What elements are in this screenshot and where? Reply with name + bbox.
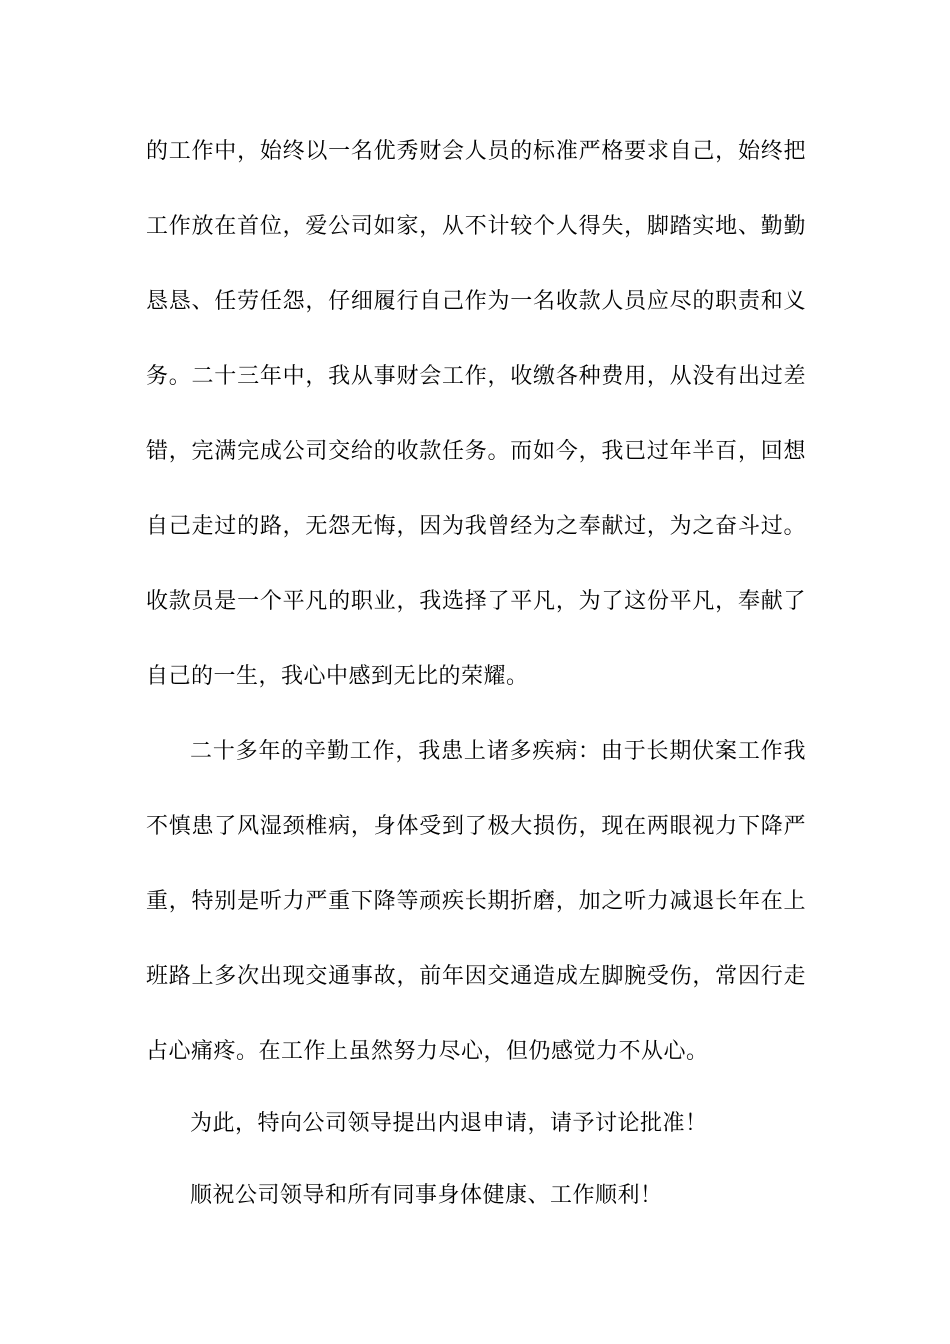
text-line: 班路上多次出现交通事故，前年因交通造成左脚腕受伤，常因行走 [146,964,806,989]
text-line: 务。二十三年中，我从事财会工作，收缴各种费用，从没有出过差 [146,364,806,389]
text-line: 自己的一生，我心中感到无比的荣耀。 [146,664,529,689]
paragraph-first-line: 二十多年的辛勤工作，我患上诸多疾病：由于长期伏案工作我 [190,739,806,764]
text-line: 不慎患了风湿颈椎病，身体受到了极大损伤，现在两眼视力下降严 [146,814,806,839]
text-line: 的工作中，始终以一名优秀财会人员的标准严格要求自己，始终把 [146,139,806,164]
text-line: 占心痛疼。在工作上虽然努力尽心，但仍感觉力不从心。 [146,1039,709,1064]
paragraph-first-line: 为此，特向公司领导提出内退申请，请予讨论批准！ [190,1111,708,1136]
text-line: 重，特别是听力严重下降等顽疾长期折磨，加之听力减退长年在上 [146,889,806,914]
text-line: 错，完满完成公司交给的收款任务。而如今，我已过年半百，回想 [146,439,806,464]
text-line: 工作放在首位，爱公司如家，从不计较个人得失，脚踏实地、勤勤 [146,214,806,239]
text-line: 收款员是一个平凡的职业，我选择了平凡，为了这份平凡，奉献了 [146,589,806,614]
paragraph-first-line: 顺祝公司领导和所有同事身体健康、工作顺利！ [190,1183,663,1208]
text-line: 恳恳、任劳任怨，仔细履行自己作为一名收款人员应尽的职责和义 [146,289,806,314]
text-line: 自己走过的路，无怨无悔，因为我曾经为之奉献过，为之奋斗过。 [146,514,806,539]
